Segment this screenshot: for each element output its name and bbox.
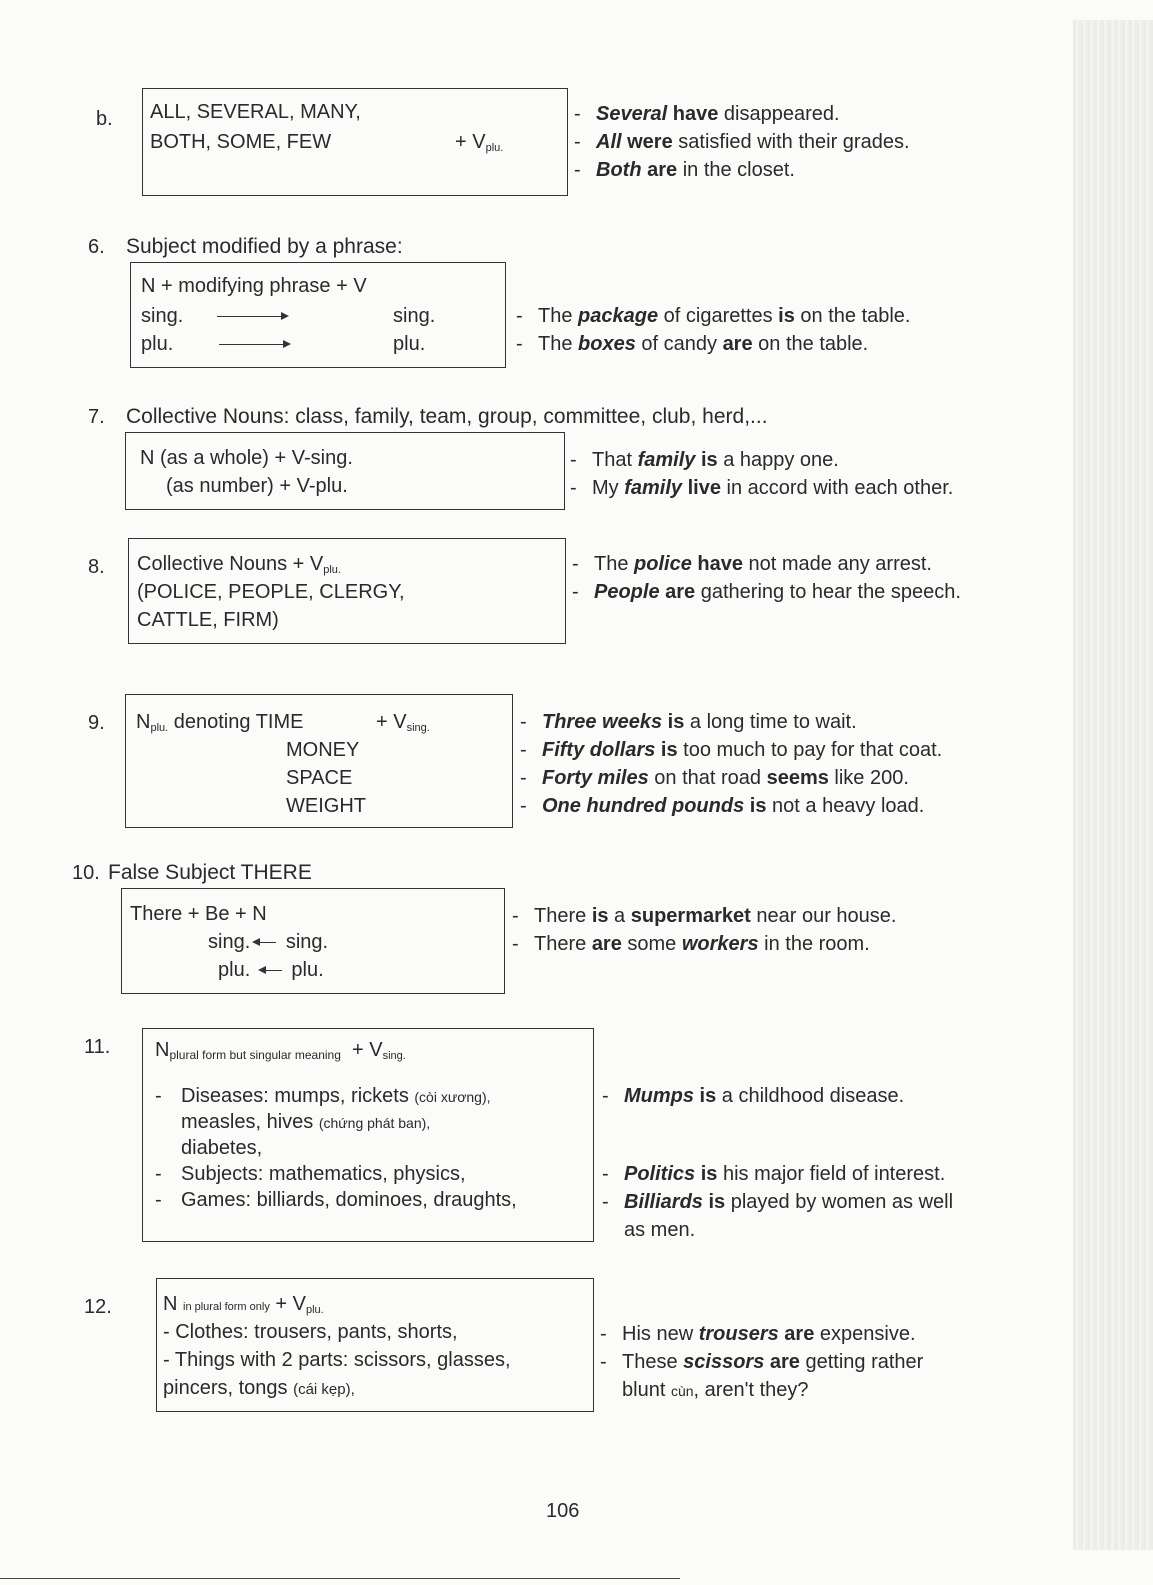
example: - The police have not made any arrest. bbox=[572, 553, 932, 575]
section-7-number: 7. bbox=[88, 406, 105, 428]
rule-formula: + $V_{sing.}$ bbox=[376, 711, 430, 734]
example: - There is a supermarket near our house. bbox=[512, 905, 897, 927]
rule-formula: + $V_{plu.}$ bbox=[455, 131, 504, 154]
section-12-rule-box bbox=[156, 1278, 594, 1412]
section-11-number: 11. bbox=[84, 1036, 111, 1058]
example: - Three weeks is a long time to wait. bbox=[520, 711, 857, 733]
section-12-number: 12. bbox=[84, 1296, 112, 1318]
rule-row: plu. bbox=[141, 331, 297, 357]
rule-line: N (as a whole) + V-sing. bbox=[140, 447, 353, 469]
example: - The boxes of candy are on the table. bbox=[516, 333, 869, 355]
rule-line: Collective Nouns + $V_{plu.}$ bbox=[137, 553, 341, 576]
rule-value: plu. bbox=[393, 333, 426, 355]
section-8-number: 8. bbox=[88, 556, 105, 578]
example-continued: blunt cùn, aren't they? bbox=[622, 1379, 809, 1401]
example: - All were satisfied with their grades. bbox=[574, 131, 910, 153]
rule-line: MONEY bbox=[286, 739, 360, 761]
example: - Forty miles on that road seems like 200. bbox=[520, 767, 909, 789]
example: - There are some workers in the room. bbox=[512, 933, 870, 955]
list-item: - Subjects: mathematics, physics, bbox=[155, 1163, 466, 1185]
section-11-rule-box bbox=[142, 1028, 594, 1242]
example: - The package of cigarettes is on the table. bbox=[516, 305, 911, 327]
list-item: - Things with 2 parts: scissors, glasses, bbox=[163, 1349, 511, 1371]
example: - Mumps is a childhood disease. bbox=[602, 1085, 905, 1107]
left-arrow-icon bbox=[260, 970, 282, 971]
right-arrow-icon bbox=[217, 316, 287, 317]
list-item: diabetes, bbox=[181, 1137, 263, 1159]
list-item: - Games: billiards, dominoes, draughts, bbox=[155, 1189, 517, 1211]
list-item: - Clothes: trousers, pants, shorts, bbox=[163, 1321, 458, 1343]
rule-line: SPACE bbox=[286, 767, 353, 789]
example: - Several have disappeared. bbox=[574, 103, 840, 125]
rule-line: (POLICE, PEOPLE, CLERGY, bbox=[137, 581, 405, 603]
rule-row: sing. bbox=[141, 303, 295, 329]
section-10-number: 10. bbox=[72, 862, 100, 884]
section-10-rule-box bbox=[121, 888, 505, 994]
section-10-title: False Subject THERE bbox=[108, 861, 312, 884]
rule-line: $N_{plural form but singular meaning} + V_{sing.}$ bbox=[155, 1039, 406, 1062]
section-6-number: 6. bbox=[88, 236, 105, 258]
rule-line: CATTLE, FIRM) bbox=[137, 609, 279, 631]
rule-row: sing. sing. bbox=[208, 931, 329, 953]
section-b-label: b. bbox=[96, 108, 113, 130]
example: - Billiards is played by women as well bbox=[602, 1191, 954, 1213]
example-continued: as men. bbox=[624, 1219, 696, 1241]
rule-line: $N_{plu.}$ denoting TIME bbox=[136, 711, 304, 734]
rule-line: (as number) + V-plu. bbox=[166, 475, 348, 497]
section-b-rule-box bbox=[142, 88, 568, 196]
example: - Politics is his major field of interest. bbox=[602, 1163, 946, 1185]
example: - People are gathering to hear the speech. bbox=[572, 581, 961, 603]
section-6-title: Subject modified by a phrase: bbox=[126, 235, 403, 258]
example: - These scissors are getting rather bbox=[600, 1351, 924, 1373]
section-7-rule-box bbox=[125, 432, 565, 510]
rule-line: ALL, SEVERAL, MANY, bbox=[150, 101, 361, 123]
example: - His new trousers are expensive. bbox=[600, 1323, 916, 1345]
scan-edge-shadow bbox=[1073, 20, 1153, 1550]
example: - Both are in the closet. bbox=[574, 159, 795, 181]
section-9-number: 9. bbox=[88, 712, 105, 734]
page-number: 106 bbox=[546, 1500, 580, 1522]
section-8-rule-box bbox=[128, 538, 566, 644]
example: - My family live in accord with each other. bbox=[570, 477, 954, 499]
example: - That family is a happy one. bbox=[570, 449, 839, 471]
list-item: pincers, tongs (cái kẹp), bbox=[163, 1377, 355, 1399]
section-9-rule-box bbox=[125, 694, 513, 828]
list-item: measles, hives (chứng phát ban), bbox=[181, 1111, 431, 1133]
section-7-title: Collective Nouns: class, family, team, group, committee, club, herd,... bbox=[126, 405, 768, 428]
bottom-rule bbox=[0, 1578, 680, 1579]
right-arrow-icon bbox=[219, 344, 289, 345]
list-item: - Diseases: mumps, rickets (còi xương), bbox=[155, 1085, 491, 1107]
section-6-rule-box bbox=[130, 262, 506, 368]
example: - One hundred pounds is not a heavy load. bbox=[520, 795, 925, 817]
example: - Fifty dollars is too much to pay for that coat. bbox=[520, 739, 943, 761]
rule-row: plu. plu. bbox=[218, 959, 324, 981]
left-arrow-icon bbox=[254, 942, 276, 943]
rule-line: N in plural form only + $V_{plu.}$ bbox=[163, 1293, 324, 1316]
rule-line: WEIGHT bbox=[286, 795, 366, 817]
rule-line: There + Be + N bbox=[130, 903, 267, 925]
rule-value: sing. bbox=[393, 305, 436, 327]
rule-line: N + modifying phrase + V bbox=[141, 275, 367, 297]
rule-line: BOTH, SOME, FEW bbox=[150, 131, 332, 153]
